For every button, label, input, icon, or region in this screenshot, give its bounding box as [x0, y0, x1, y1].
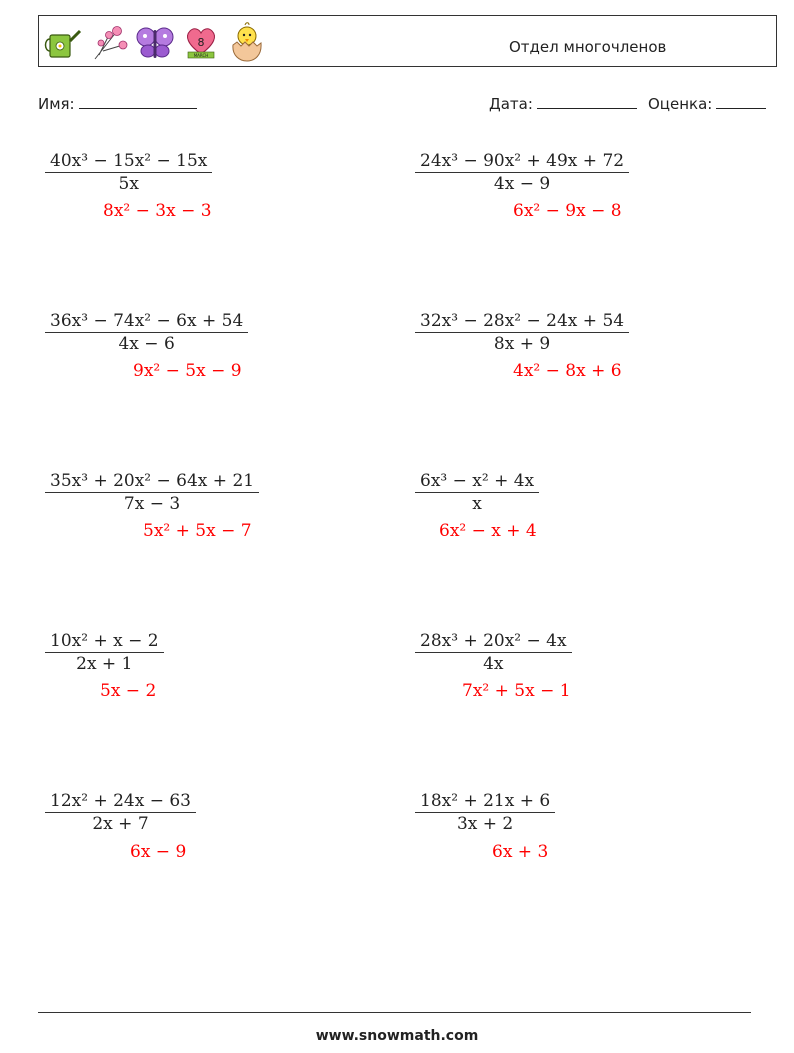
problem-denominator: 8x + 9: [493, 334, 551, 354]
problem-numerator: 36x³ − 74x² − 6x + 54: [50, 311, 244, 331]
problem-answer: 7x² + 5x − 1: [462, 681, 571, 701]
problem-numerator: 40x³ − 15x² − 15x: [50, 151, 208, 171]
date-field: [489, 94, 637, 113]
problem-9: [45, 790, 196, 835]
watering-can-icon: [43, 21, 83, 63]
problem-numerator: 6x³ − x² + 4x: [420, 471, 535, 491]
problem-denominator: 2x + 7: [92, 814, 149, 834]
header-icons: [43, 19, 267, 65]
date-label: Дата:: [489, 95, 533, 113]
name-blank[interactable]: [79, 94, 197, 109]
problem-answer: 5x − 2: [100, 681, 157, 701]
grade-label: Оценка:: [648, 95, 713, 113]
problem-answer: 6x² − x + 4: [439, 521, 537, 541]
problem-answer: 6x − 9: [130, 842, 187, 862]
problem-10: [415, 790, 555, 835]
problem-numerator: 32x³ − 28x² − 24x + 54: [420, 311, 625, 331]
problem-2: [415, 150, 629, 195]
problem-answer: 4x² − 8x + 6: [513, 361, 622, 381]
footer-divider: [38, 1012, 751, 1013]
problem-numerator: 10x² + x − 2: [50, 631, 159, 651]
flowers-icon: [89, 21, 129, 63]
problem-numerator: 35x³ + 20x² − 64x + 21: [50, 471, 255, 491]
problem-numerator: 12x² + 24x − 63: [50, 791, 191, 811]
chick-egg-icon: [227, 21, 267, 63]
problem-answer: 8x² − 3x − 3: [103, 201, 212, 221]
page-title: Отдел многочленов: [509, 38, 667, 56]
problem-5: [45, 470, 259, 515]
problem-numerator: 28x³ + 20x² − 4x: [420, 631, 567, 651]
butterfly-icon: [135, 21, 175, 63]
date-blank[interactable]: [537, 94, 637, 109]
problem-denominator: 4x: [483, 654, 504, 674]
problem-denominator: 5x: [118, 174, 139, 194]
problem-answer: 6x² − 9x − 8: [513, 201, 622, 221]
problem-denominator: 2x + 1: [76, 654, 133, 674]
heart-8-march-icon: [181, 21, 221, 63]
problem-denominator: 3x + 2: [456, 814, 514, 834]
grade-field: [648, 94, 766, 113]
problem-3: [45, 310, 248, 355]
heart-number: 8: [197, 36, 205, 49]
problem-answer: 9x² − 5x − 9: [133, 361, 242, 381]
footer-site-link[interactable]: www.snowmath.com: [315, 1028, 479, 1044]
heart-ribbon-text: MARCH: [193, 53, 209, 58]
problem-answer: 5x² + 5x − 7: [143, 521, 252, 541]
problem-denominator: 4x − 9: [493, 174, 551, 194]
name-field: [38, 94, 197, 113]
problem-6: [415, 470, 539, 515]
problem-numerator: 18x² + 21x + 6: [420, 791, 551, 811]
problem-answer: 6x + 3: [492, 842, 549, 862]
name-label: Имя:: [38, 95, 75, 113]
problem-denominator: x: [472, 494, 482, 514]
problem-7: [45, 630, 164, 675]
grade-blank[interactable]: [716, 94, 766, 109]
problem-4: [415, 310, 629, 355]
problem-numerator: 24x³ − 90x² + 49x + 72: [420, 151, 625, 171]
problem-8: [415, 630, 572, 675]
header-box: [38, 15, 777, 67]
problem-denominator: 7x − 3: [123, 494, 181, 514]
problem-denominator: 4x − 6: [118, 334, 175, 354]
problem-1: [45, 150, 212, 195]
